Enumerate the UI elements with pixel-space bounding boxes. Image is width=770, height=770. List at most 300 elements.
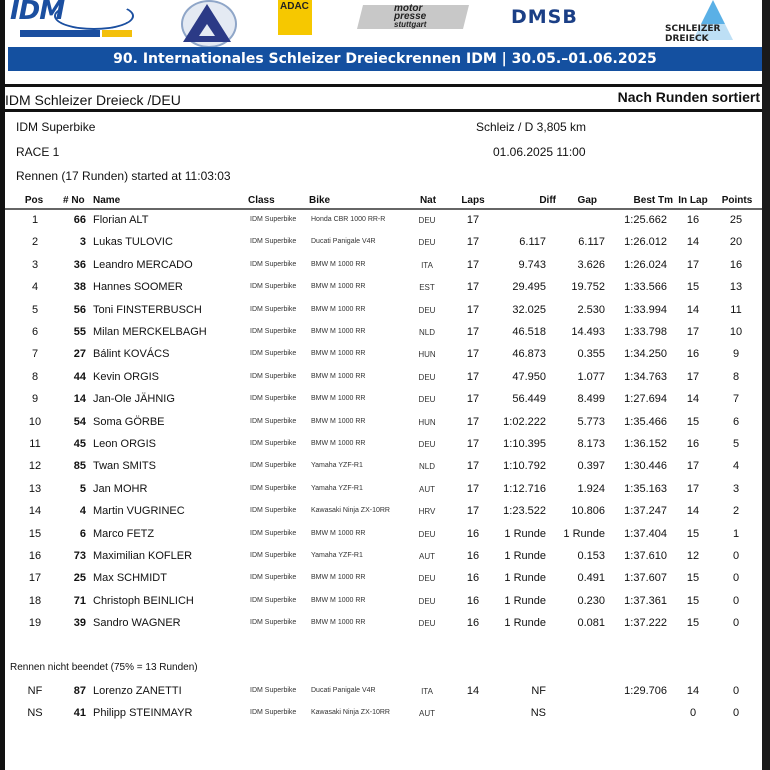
cell-class: IDM Superbike xyxy=(250,574,297,582)
cell-bike: BMW M 1000 RR xyxy=(311,260,366,268)
cell-in-lap: 15 xyxy=(686,527,700,540)
cell-laps: 17 xyxy=(466,236,480,249)
cell-best-time: 1:37.361 xyxy=(624,594,667,607)
motorpresse-line-3: stuttgart xyxy=(394,20,427,29)
cell-laps: 16 xyxy=(466,572,480,585)
cell-bike: Ducati Panigale V4R xyxy=(311,687,376,694)
cell-best-time: 1:37.222 xyxy=(624,617,667,630)
table-row xyxy=(5,371,762,389)
table-row xyxy=(5,348,762,366)
cell-gap: 14.493 xyxy=(571,326,605,338)
cell-name: Bálint KOVÁCS xyxy=(93,348,170,361)
cell-no: 3 xyxy=(79,236,86,249)
cell-best-time: 1:36.152 xyxy=(624,438,667,450)
cell-in-lap: 16 xyxy=(686,438,700,450)
cell-name: Marco FETZ xyxy=(93,527,155,540)
cell-bike: Yamaha YZF-R1 xyxy=(311,462,363,470)
cell-name: Lorenzo ZANETTI xyxy=(93,685,182,697)
cell-pos: 10 xyxy=(28,415,42,428)
cell-class: IDM Superbike xyxy=(250,417,297,425)
track-info: Schleiz / D 3,805 km xyxy=(476,120,587,134)
cell-pos: 12 xyxy=(28,460,42,473)
right-border xyxy=(762,0,770,770)
cell-best-time: 1:34.250 xyxy=(624,348,667,361)
cell-diff: 1:10.792 xyxy=(503,460,546,473)
cell-gap: 10.806 xyxy=(571,505,605,518)
cell-points: 13 xyxy=(729,281,743,294)
cell-gap: 0.230 xyxy=(577,594,605,607)
session-datetime: 01.06.2025 11:00 xyxy=(493,145,586,159)
dmsb-logo: DMSB xyxy=(511,6,578,28)
motorpresse-line-2: presse xyxy=(394,11,427,22)
cell-laps: 17 xyxy=(466,393,480,406)
cell-name: Maximilian KOFLER xyxy=(93,550,193,562)
cell-nat: DEU xyxy=(418,529,436,539)
col-header-pos: Pos xyxy=(24,195,44,206)
cell-pos: 18 xyxy=(28,594,42,607)
cell-best-time: 1:37.607 xyxy=(624,572,667,585)
cell-nat: NLD xyxy=(418,328,435,337)
cell-gap: 8.499 xyxy=(577,393,605,406)
adac-logo-text: ADAC xyxy=(280,1,309,12)
event-title-banner: 90. Internationales Schleizer Dreieckrennen IDM | 30.05.–01.06.2025 xyxy=(8,47,762,71)
cell-nat: AUT xyxy=(419,709,435,719)
cell-best-time: 1:33.566 xyxy=(624,281,667,294)
cell-pos: 6 xyxy=(31,326,39,338)
cell-best-time: 1:26.024 xyxy=(624,258,667,271)
cell-class: IDM Superbike xyxy=(250,529,297,537)
cell-laps: 17 xyxy=(466,258,480,271)
cell-class: IDM Superbike xyxy=(250,350,297,358)
table-row xyxy=(5,483,762,501)
cell-no: 4 xyxy=(79,505,86,518)
cell-no: 45 xyxy=(73,438,86,450)
cell-class: IDM Superbike xyxy=(250,238,297,246)
cell-diff: 1 Runde xyxy=(504,527,546,540)
cell-name: Philipp STEINMAYR xyxy=(93,707,193,720)
cell-bike: BMW M 1000 RR xyxy=(311,619,366,627)
cell-no: 5 xyxy=(79,482,86,495)
cell-points: 20 xyxy=(729,236,743,249)
cell-name: Kevin ORGIS xyxy=(93,370,160,383)
cell-best-time: 1:37.404 xyxy=(624,527,667,540)
cell-gap: 19.752 xyxy=(571,281,605,294)
cell-in-lap: 17 xyxy=(686,258,700,271)
cell-no: 73 xyxy=(73,550,86,562)
table-row xyxy=(5,304,762,322)
table-row xyxy=(5,393,762,411)
cell-in-lap: 14 xyxy=(686,393,700,406)
table-row xyxy=(5,438,762,456)
cell-in-lap: 14 xyxy=(686,505,700,518)
cell-laps: 17 xyxy=(466,438,480,450)
cell-class: IDM Superbike xyxy=(250,507,297,515)
cell-best-time: 1:35.466 xyxy=(624,415,667,428)
idm-logo xyxy=(8,0,132,42)
results-page xyxy=(5,0,762,770)
cell-no: 44 xyxy=(73,370,86,383)
cell-nat: DEU xyxy=(418,440,436,449)
cell-gap: 0.397 xyxy=(577,460,605,473)
cell-diff: 46.518 xyxy=(512,326,546,338)
sponsor-logos xyxy=(5,0,762,46)
cell-class: IDM Superbike xyxy=(250,440,297,447)
cell-no: 56 xyxy=(73,303,86,316)
cell-no: 36 xyxy=(73,258,86,271)
cell-laps: 14 xyxy=(466,685,480,697)
cell-gap: 1.924 xyxy=(577,482,605,495)
cell-nat: AUT xyxy=(419,552,435,561)
col-header-in-lap: In Lap xyxy=(678,195,708,206)
cell-points: 0 xyxy=(732,572,740,585)
divider xyxy=(5,109,762,112)
table-row xyxy=(5,505,762,523)
table-header xyxy=(5,195,762,213)
series-name: IDM Superbike xyxy=(16,120,96,134)
cell-nat: HUN xyxy=(418,350,436,360)
cell-points: 3 xyxy=(732,482,740,495)
table-row xyxy=(5,595,762,613)
cell-in-lap: 17 xyxy=(686,326,700,338)
schleizer-dreieck-logo-text: SCHLEIZER DREIECK xyxy=(665,24,759,44)
venue-title: IDM Schleizer Dreieck /DEU xyxy=(5,92,181,108)
cell-points: 9 xyxy=(732,348,740,361)
cell-in-lap: 14 xyxy=(686,236,700,249)
cell-bike: Yamaha YZF-R1 xyxy=(311,552,363,559)
cell-diff: 1 Runde xyxy=(504,594,546,607)
cell-diff: 1:23.522 xyxy=(503,505,546,518)
cell-points: 0 xyxy=(732,617,740,630)
cell-bike: Honda CBR 1000 RR-R xyxy=(311,216,386,223)
cell-laps: 17 xyxy=(466,326,480,338)
cell-nat: ITA xyxy=(421,687,433,696)
cell-nat: DEU xyxy=(418,216,436,225)
cell-points: 1 xyxy=(732,527,740,540)
cell-best-time: 1:29.706 xyxy=(624,685,667,697)
table-row xyxy=(5,236,762,254)
cell-class: IDM Superbike xyxy=(250,395,297,403)
cell-no: 39 xyxy=(73,617,86,630)
cell-best-time: 1:34.763 xyxy=(624,370,667,383)
cell-in-lap: 17 xyxy=(686,460,700,473)
cell-in-lap: 14 xyxy=(686,685,700,697)
col-header-laps: Laps xyxy=(461,195,485,206)
cell-points: 10 xyxy=(729,326,743,338)
table-row xyxy=(5,572,762,590)
cell-pos: 14 xyxy=(28,505,42,518)
cell-points: 0 xyxy=(732,707,740,720)
table-row xyxy=(5,214,762,232)
col-header-bike: Bike xyxy=(309,195,331,206)
cell-best-time: 1:37.610 xyxy=(624,550,667,562)
cell-pos: 17 xyxy=(28,572,42,585)
cell-diff: 1 Runde xyxy=(504,572,546,585)
not-finished-title: Rennen nicht beendet (75% = 13 Runden) xyxy=(10,662,198,673)
cell-name: Milan MERCKELBAGH xyxy=(93,326,207,338)
sort-label: Nach Runden sortiert xyxy=(617,89,760,105)
cell-class: IDM Superbike xyxy=(250,462,297,470)
cell-laps: 17 xyxy=(466,281,480,294)
cell-points: 0 xyxy=(732,685,740,697)
cell-class: IDM Superbike xyxy=(250,372,297,380)
cell-name: Christoph BEINLICH xyxy=(93,594,194,607)
cell-diff: 32.025 xyxy=(512,303,546,316)
cell-nat: EST xyxy=(419,283,435,293)
cell-laps: 16 xyxy=(466,527,480,540)
cell-gap: 8.173 xyxy=(577,438,605,450)
table-row xyxy=(5,685,762,703)
cell-bike: BMW M 1000 RR xyxy=(311,328,366,335)
cell-best-time: 1:33.994 xyxy=(624,303,667,316)
dreieck-emblem-logo xyxy=(177,0,237,44)
cell-points: 0 xyxy=(732,550,740,562)
cell-gap: 0.491 xyxy=(577,572,605,585)
pirelli-logo xyxy=(102,30,132,37)
race-start-info: Rennen (17 Runden) started at 11:03:03 xyxy=(16,169,231,183)
cell-laps: 16 xyxy=(466,550,480,562)
cell-pos: 3 xyxy=(31,258,39,271)
cell-diff: 46.873 xyxy=(512,348,546,361)
cell-points: 8 xyxy=(732,370,740,383)
col-header-name: Name xyxy=(93,195,121,206)
cell-name: Toni FINSTERBUSCH xyxy=(93,303,202,316)
cell-no: 25 xyxy=(73,572,86,585)
col-header-diff: Diff xyxy=(539,195,556,206)
cell-gap: 2.530 xyxy=(577,303,605,316)
cell-bike: Kawasaki Ninja ZX-10RR xyxy=(311,709,390,717)
cell-diff: 47.950 xyxy=(512,370,546,383)
cell-best-time: 1:26.012 xyxy=(624,236,667,249)
cell-name: Soma GÖRBE xyxy=(93,415,165,428)
cell-name: Sandro WAGNER xyxy=(93,617,181,630)
cell-no: 87 xyxy=(73,685,86,697)
cell-laps: 17 xyxy=(466,303,480,316)
idm-logo-text: IDM xyxy=(10,0,65,26)
cell-gap: 1.077 xyxy=(577,370,605,383)
cell-laps: 16 xyxy=(466,594,480,607)
cell-in-lap: 15 xyxy=(686,415,700,428)
cell-bike: BMW M 1000 RR xyxy=(311,395,366,403)
cell-no: 66 xyxy=(73,214,86,226)
cell-gap: 0.081 xyxy=(577,617,605,630)
cell-pos: 7 xyxy=(31,348,39,361)
cell-laps: 17 xyxy=(466,348,480,361)
cell-nat: DEU xyxy=(418,619,436,629)
cell-pos: 19 xyxy=(28,617,42,630)
cell-gap: 6.117 xyxy=(578,236,605,249)
cell-bike: BMW M 1000 RR xyxy=(311,305,366,313)
cell-in-lap: 16 xyxy=(686,214,700,226)
cell-pos: 16 xyxy=(28,550,42,562)
cell-bike: BMW M 1000 RR xyxy=(311,283,366,291)
cell-no: 41 xyxy=(73,707,86,720)
cell-bike: BMW M 1000 RR xyxy=(311,372,366,380)
cell-class: IDM Superbike xyxy=(250,260,297,268)
table-row xyxy=(5,617,762,635)
cell-best-time: 1:25.662 xyxy=(624,214,667,226)
cell-points: 16 xyxy=(729,258,743,271)
cell-diff: 1:12.716 xyxy=(503,482,546,495)
session-name: RACE 1 xyxy=(16,145,60,159)
cell-nat: NLD xyxy=(418,462,435,472)
cell-pos: 13 xyxy=(28,482,42,495)
cell-bike: BMW M 1000 RR xyxy=(311,529,366,537)
cell-class: IDM Superbike xyxy=(250,328,297,335)
cell-no: 85 xyxy=(73,460,86,473)
cell-no: 14 xyxy=(73,393,86,406)
cell-best-time: 1:37.247 xyxy=(624,505,667,518)
col-header-nat: Nat xyxy=(419,195,437,206)
cell-pos: 2 xyxy=(31,236,39,249)
cell-diff: 9.743 xyxy=(518,258,546,271)
cell-laps: 17 xyxy=(466,482,480,495)
col-header-best-time: Best Tm xyxy=(633,195,673,206)
cell-no: 55 xyxy=(73,326,86,338)
cell-gap: 0.153 xyxy=(577,550,605,562)
cell-nat: HUN xyxy=(418,417,436,427)
cell-name: Jan MOHR xyxy=(93,482,148,495)
cell-laps: 17 xyxy=(466,415,480,428)
table-row xyxy=(5,528,762,546)
divider xyxy=(5,84,762,87)
cell-laps: 16 xyxy=(466,617,480,630)
cell-no: 54 xyxy=(73,415,86,428)
cell-laps: 17 xyxy=(466,370,480,383)
cell-in-lap: 15 xyxy=(686,281,700,294)
cell-name: Hannes SOOMER xyxy=(93,281,183,294)
cell-points: 0 xyxy=(732,594,740,607)
cell-nat: DEU xyxy=(418,596,436,606)
table-row xyxy=(5,460,762,478)
cell-nat: AUT xyxy=(419,484,435,494)
cell-nat: DEU xyxy=(418,238,436,248)
cell-class: IDM Superbike xyxy=(250,305,297,313)
cell-diff: 56.449 xyxy=(512,393,546,406)
cell-diff: 29.495 xyxy=(512,281,546,294)
table-row xyxy=(5,259,762,277)
cell-nat: DEU xyxy=(418,372,436,382)
cell-class: IDM Superbike xyxy=(250,216,297,223)
idm-logo-bar xyxy=(20,30,100,37)
cell-diff: 1:10.395 xyxy=(503,438,546,450)
col-header-class: Class xyxy=(248,195,275,206)
table-row xyxy=(5,281,762,299)
table-row xyxy=(5,416,762,434)
cell-class: IDM Superbike xyxy=(250,619,297,627)
cell-bike: Ducati Panigale V4R xyxy=(311,238,376,246)
cell-gap: 3.626 xyxy=(577,258,605,271)
cell-best-time: 1:27.694 xyxy=(624,393,667,406)
cell-in-lap: 0 xyxy=(689,707,697,720)
col-header-gap: Gap xyxy=(577,195,597,206)
cell-class: IDM Superbike xyxy=(250,596,297,604)
cell-gap: 5.773 xyxy=(577,415,605,428)
cell-points: 11 xyxy=(730,303,742,316)
table-row xyxy=(5,550,762,568)
cell-diff: 1 Runde xyxy=(504,550,546,562)
cell-name: Jan-Ole JÄHNIG xyxy=(93,393,175,406)
cell-name: Twan SMITS xyxy=(93,460,156,473)
cell-bike: BMW M 1000 RR xyxy=(311,574,366,582)
col-header-points: Points xyxy=(721,195,753,206)
cell-class: IDM Superbike xyxy=(250,709,297,717)
cell-points: 25 xyxy=(729,214,743,226)
cell-pos: 8 xyxy=(31,370,39,383)
cell-nat: DEU xyxy=(418,305,436,315)
cell-nat: DEU xyxy=(418,395,436,405)
cell-gap: 0.355 xyxy=(577,348,605,361)
cell-pos: 15 xyxy=(28,527,42,540)
cell-best-time: 1:30.446 xyxy=(624,460,667,473)
cell-class: IDM Superbike xyxy=(250,283,297,291)
schleizer-dreieck-logo xyxy=(663,0,759,44)
cell-class: IDM Superbike xyxy=(250,687,297,694)
cell-no: 6 xyxy=(79,527,86,540)
cell-pos: NS xyxy=(27,707,43,720)
cell-in-lap: 16 xyxy=(686,348,700,361)
cell-name: Florian ALT xyxy=(93,214,149,226)
cell-in-lap: 15 xyxy=(686,594,700,607)
cell-in-lap: 14 xyxy=(686,303,700,316)
cell-nat: ITA xyxy=(421,260,433,270)
cell-best-time: 1:35.163 xyxy=(624,482,667,495)
cell-gap: 1 Runde xyxy=(563,527,605,540)
cell-in-lap: 17 xyxy=(686,370,700,383)
cell-diff: 6.117 xyxy=(519,236,546,249)
cell-nat: DEU xyxy=(418,574,436,584)
header-divider xyxy=(5,208,762,210)
cell-class: IDM Superbike xyxy=(250,552,297,559)
cell-in-lap: 15 xyxy=(686,572,700,585)
cell-bike: Kawasaki Ninja ZX-10RR xyxy=(311,507,390,515)
cell-name: Martin VUGRINEC xyxy=(93,505,185,518)
cell-diff: NF xyxy=(531,685,546,697)
cell-points: 2 xyxy=(732,505,740,518)
cell-bike: BMW M 1000 RR xyxy=(311,350,366,358)
adac-logo xyxy=(278,0,312,35)
cell-points: 4 xyxy=(732,460,740,473)
cell-pos: NF xyxy=(27,685,43,697)
cell-bike: BMW M 1000 RR xyxy=(311,596,366,604)
cell-class: IDM Superbike xyxy=(250,484,297,492)
cell-no: 38 xyxy=(73,281,86,294)
table-row xyxy=(5,707,762,725)
cell-laps: 17 xyxy=(466,460,480,473)
cell-laps: 17 xyxy=(466,214,480,226)
cell-diff: 1 Runde xyxy=(504,617,546,630)
cell-pos: 4 xyxy=(31,281,39,294)
table-row xyxy=(5,326,762,344)
cell-in-lap: 17 xyxy=(686,482,700,495)
cell-pos: 5 xyxy=(31,303,39,316)
cell-name: Max SCHMIDT xyxy=(93,572,167,585)
cell-diff: NS xyxy=(530,707,546,720)
motorpresse-line-1: motor xyxy=(394,3,423,14)
cell-name: Leandro MERCADO xyxy=(93,258,193,271)
cell-best-time: 1:33.798 xyxy=(624,326,667,338)
cell-laps: 17 xyxy=(466,505,480,518)
cell-pos: 11 xyxy=(29,438,41,450)
cell-bike: BMW M 1000 RR xyxy=(311,417,366,425)
cell-bike: Yamaha YZF-R1 xyxy=(311,484,363,492)
cell-in-lap: 15 xyxy=(686,617,700,630)
cell-pos: 9 xyxy=(31,393,39,406)
cell-pos: 1 xyxy=(31,214,39,226)
cell-bike: BMW M 1000 RR xyxy=(311,440,366,447)
cell-no: 71 xyxy=(73,594,86,607)
cell-diff: 1:02.222 xyxy=(503,415,546,428)
cell-name: Leon ORGIS xyxy=(93,438,156,450)
